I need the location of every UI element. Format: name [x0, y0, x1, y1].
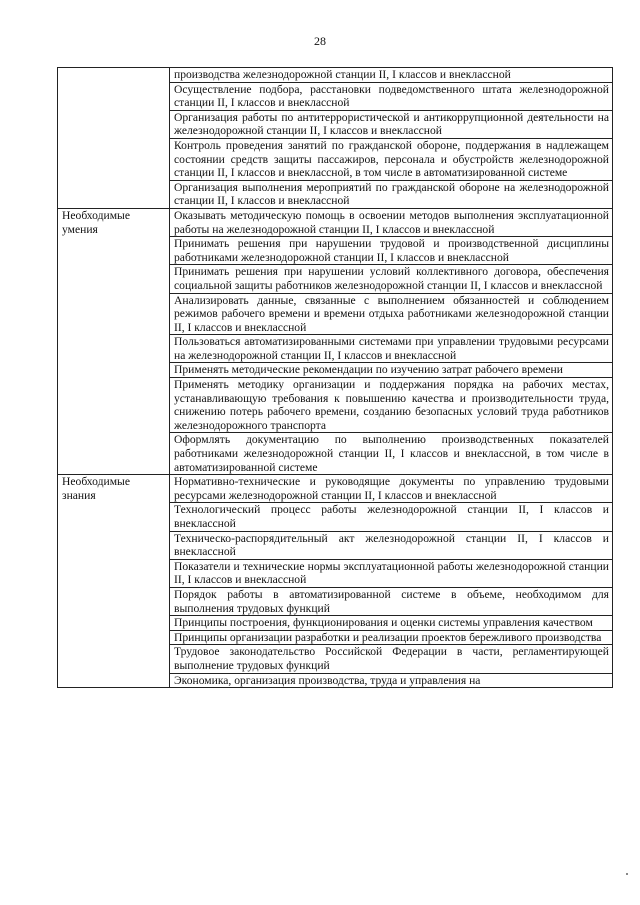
scan-dot: [626, 873, 628, 875]
table-cell-text: Оформлять документацию по выполнению производственных показателей работниками железнодорожной станции II, I классов и внеклассной, в том числе в автоматизированной системе: [170, 433, 613, 475]
table-cell-text: Организация выполнения мероприятий по гражданской обороне на железнодорожной станции II, I классов и внеклассной: [170, 180, 613, 208]
table-cell-text: Контроль проведения занятий по гражданской обороне, поддержания в надлежащем состоянии средств защиты пассажиров, персонала и обустройств железнодорожной станции II, I классов и внеклассной, в том числе в автоматизированной системе: [170, 138, 613, 180]
table-row: [58, 475, 613, 503]
table-cell-text: Принципы построения, функционирования и оценки системы управления качеством: [170, 616, 613, 631]
table-cell-text: Принимать решения при нарушении трудовой и производственной дисциплины работниками железнодорожной станции II, I классов и внеклассной: [170, 237, 613, 265]
table-cell-text: Организация работы по антитеррористической и антикоррупционной деятельности на железнодорожной станции II, I классов и внеклассной: [170, 110, 613, 138]
table-cell-text: Техническо-распорядительный акт железнодорожной станции II, I классов и внеклассной: [170, 531, 613, 559]
table-cell-text: Нормативно-технические и руководящие документы по управлению трудовыми ресурсами железнодорожной станции II, I классов и внеклассной: [170, 475, 613, 503]
knowledge-label-cell: Необходимые знания: [58, 475, 170, 688]
table-cell-text: Осуществление подбора, расстановки подведомственного штата железнодорожной станции II, I классов и внеклассной: [170, 82, 613, 110]
table-cell-text: Применять методические рекомендации по изучению затрат рабочего времени: [170, 363, 613, 378]
table-cell-text: Показатели и технические нормы эксплуатационной работы железнодорожной станции II, I классов и внеклассной: [170, 559, 613, 587]
table-row: [58, 68, 613, 83]
table-cell-text: Анализировать данные, связанные с выполнением обязанностей и соблюдением режимов рабочего времени и времени отдыха работниками железнодорожной станции II, I классов и внеклассной: [170, 293, 613, 335]
skills-label-cell: Необходимые умения: [58, 208, 170, 474]
table-row: [58, 208, 613, 236]
requirements-table: [57, 67, 613, 688]
page-number: 28: [314, 34, 326, 48]
table-cell-text: Экономика, организация производства, труда и управления на: [170, 673, 613, 688]
table-cell-text: Трудовое законодательство Российской Федерации в части, регламентирующей выполнение трудовых функций: [170, 645, 613, 673]
table-cell-text: Пользоваться автоматизированными системами при управлении трудовыми ресурсами на железнодорожной станции II, I классов и внеклассной: [170, 335, 613, 363]
continued-label-cell: [58, 68, 170, 209]
table-cell-text: Технологический процесс работы железнодорожной станции II, I классов и внеклассной: [170, 503, 613, 531]
table-cell-text: производства железнодорожной станции II, I классов и внеклассной: [170, 68, 613, 83]
table-cell-text: Оказывать методическую помощь в освоении методов выполнения эксплуатационной работы на железнодорожной станции II, I классов и внеклассной: [170, 208, 613, 236]
table-cell-text: Принципы организации разработки и реализации проектов бережливого производства: [170, 630, 613, 645]
table-cell-text: Порядок работы в автоматизированной системе в объеме, необходимом для выполнения трудовых функций: [170, 587, 613, 615]
table-cell-text: Применять методику организации и поддержания порядка на рабочих местах, устанавливающую требования к повышению качества и производительности труда, снижению потерь рабочего времени, созданию безопасных условий труда работников железнодорожного транспорта: [170, 378, 613, 433]
table-cell-text: Принимать решения при нарушении условий коллективного договора, обеспечения социальной защиты работников железнодорожной станции II, I классов и внеклассной: [170, 265, 613, 293]
